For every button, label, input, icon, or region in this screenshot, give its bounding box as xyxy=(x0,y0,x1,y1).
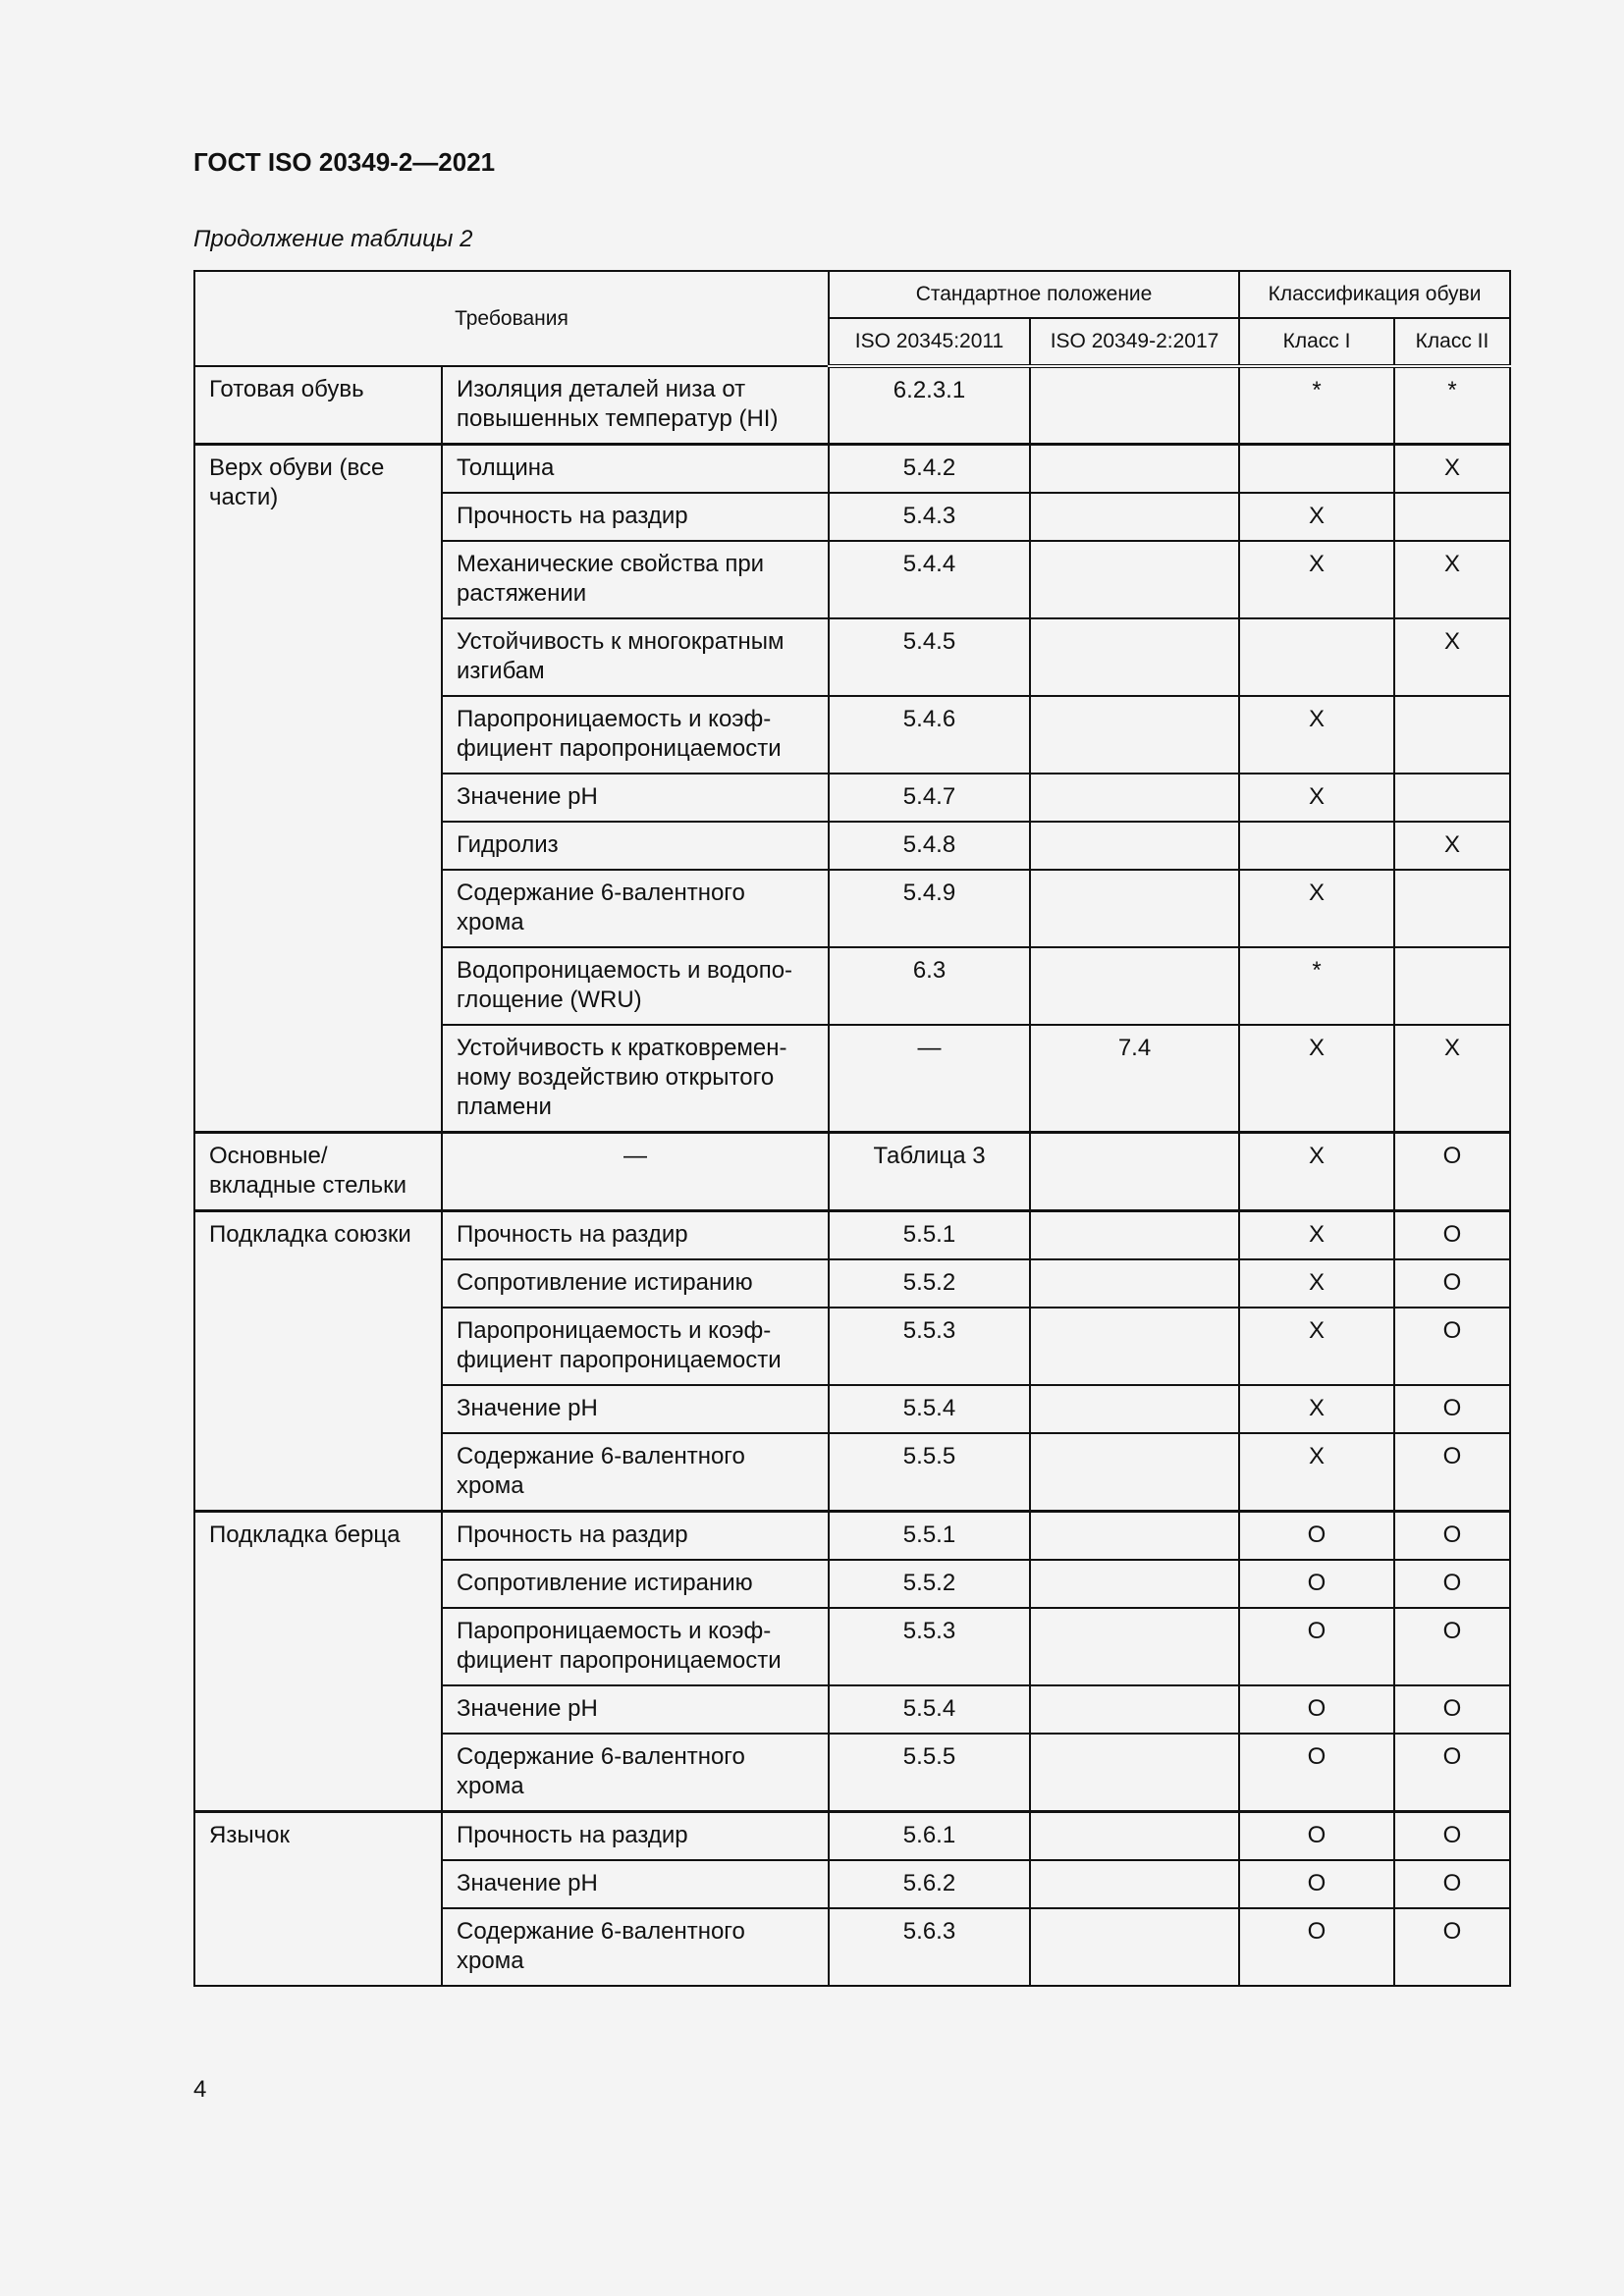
iso-20349-cell xyxy=(1030,445,1239,494)
iso-20349-cell xyxy=(1030,1560,1239,1608)
class-1-cell: X xyxy=(1239,1133,1394,1211)
iso-20345-cell: 5.5.5 xyxy=(829,1734,1030,1812)
iso-20349-cell xyxy=(1030,870,1239,947)
class-1-cell xyxy=(1239,618,1394,696)
requirement-cell: Сопротивление истиранию xyxy=(442,1259,829,1308)
class-2-cell: O xyxy=(1394,1512,1510,1561)
requirement-cell: Устойчивость к кратковремен-ному воздействию открытого пламени xyxy=(442,1025,829,1133)
group-cell: Готовая обувь xyxy=(194,366,442,445)
class-1-cell: X xyxy=(1239,1433,1394,1512)
table-row xyxy=(194,1812,1510,1861)
requirement-cell: Прочность на раздир xyxy=(442,493,829,541)
class-1-cell: X xyxy=(1239,1385,1394,1433)
class-2-cell: O xyxy=(1394,1560,1510,1608)
iso-20345-cell: 5.5.1 xyxy=(829,1512,1030,1561)
class-2-cell: X xyxy=(1394,618,1510,696)
table-row xyxy=(194,1133,1510,1211)
iso-20345-cell: 5.4.3 xyxy=(829,493,1030,541)
header-class-1: Класс I xyxy=(1239,318,1394,366)
class-1-cell: O xyxy=(1239,1734,1394,1812)
header-standard-position: Стандартное положение xyxy=(829,271,1239,318)
class-1-cell: O xyxy=(1239,1560,1394,1608)
header-iso-20345: ISO 20345:2011 xyxy=(829,318,1030,366)
requirement-cell: — xyxy=(442,1133,829,1211)
requirement-cell: Механические свойства при растяжении xyxy=(442,541,829,618)
class-2-cell: O xyxy=(1394,1685,1510,1734)
iso-20349-cell xyxy=(1030,1259,1239,1308)
iso-20349-cell xyxy=(1030,1133,1239,1211)
class-2-cell: * xyxy=(1394,366,1510,445)
class-1-cell: X xyxy=(1239,870,1394,947)
requirement-cell: Сопротивление истиранию xyxy=(442,1560,829,1608)
group-cell: Верх обуви (все части) xyxy=(194,445,442,1133)
table-caption: Продолжение таблицы 2 xyxy=(193,226,473,252)
class-2-cell: O xyxy=(1394,1812,1510,1861)
iso-20349-cell xyxy=(1030,366,1239,445)
class-2-cell: X xyxy=(1394,445,1510,494)
iso-20349-cell xyxy=(1030,1908,1239,1986)
requirement-cell: Значение pH xyxy=(442,774,829,822)
table-row xyxy=(194,366,1510,445)
class-1-cell: O xyxy=(1239,1608,1394,1685)
requirement-cell: Содержание 6-валентного хрома xyxy=(442,1734,829,1812)
iso-20349-cell xyxy=(1030,1385,1239,1433)
iso-20345-cell: 5.4.2 xyxy=(829,445,1030,494)
requirement-cell: Прочность на раздир xyxy=(442,1812,829,1861)
iso-20345-cell: 5.6.2 xyxy=(829,1860,1030,1908)
class-1-cell: * xyxy=(1239,947,1394,1025)
iso-20349-cell xyxy=(1030,1211,1239,1260)
class-2-cell xyxy=(1394,947,1510,1025)
requirement-cell: Гидролиз xyxy=(442,822,829,870)
requirement-cell: Паропроницаемость и коэф-фициент паропроницаемости xyxy=(442,1308,829,1385)
requirement-cell: Содержание 6-валентного хрома xyxy=(442,1433,829,1512)
iso-20345-cell: 5.5.2 xyxy=(829,1259,1030,1308)
iso-20345-cell: 6.3 xyxy=(829,947,1030,1025)
iso-20345-cell: Таблица 3 xyxy=(829,1133,1030,1211)
iso-20345-cell: 5.4.8 xyxy=(829,822,1030,870)
iso-20349-cell xyxy=(1030,822,1239,870)
iso-20349-cell xyxy=(1030,541,1239,618)
class-2-cell: O xyxy=(1394,1385,1510,1433)
iso-20349-cell xyxy=(1030,1860,1239,1908)
class-1-cell: O xyxy=(1239,1812,1394,1861)
class-1-cell xyxy=(1239,822,1394,870)
table-row xyxy=(194,1512,1510,1561)
header-class-2: Класс II xyxy=(1394,318,1510,366)
header-iso-20349: ISO 20349-2:2017 xyxy=(1030,318,1239,366)
class-2-cell: X xyxy=(1394,822,1510,870)
class-1-cell: X xyxy=(1239,696,1394,774)
class-1-cell xyxy=(1239,445,1394,494)
iso-20349-cell xyxy=(1030,1308,1239,1385)
requirement-cell: Изоляция деталей низа от повышенных температур (HI) xyxy=(442,366,829,445)
class-1-cell: X xyxy=(1239,774,1394,822)
class-1-cell: X xyxy=(1239,1211,1394,1260)
class-1-cell: X xyxy=(1239,541,1394,618)
class-2-cell: O xyxy=(1394,1133,1510,1211)
iso-20349-cell xyxy=(1030,1512,1239,1561)
iso-20349-cell xyxy=(1030,1812,1239,1861)
class-1-cell: X xyxy=(1239,1308,1394,1385)
iso-20345-cell: 5.6.1 xyxy=(829,1812,1030,1861)
iso-20345-cell: 5.5.3 xyxy=(829,1608,1030,1685)
iso-20345-cell: 5.4.4 xyxy=(829,541,1030,618)
iso-20349-cell xyxy=(1030,493,1239,541)
header-classification: Классификация обуви xyxy=(1239,271,1510,318)
iso-20345-cell: 5.5.3 xyxy=(829,1308,1030,1385)
requirements-table xyxy=(193,270,1511,1987)
iso-20345-cell: 5.4.7 xyxy=(829,774,1030,822)
iso-20345-cell: 5.5.4 xyxy=(829,1385,1030,1433)
requirement-cell: Значение pH xyxy=(442,1385,829,1433)
iso-20345-cell: 5.5.5 xyxy=(829,1433,1030,1512)
requirement-cell: Содержание 6-валентного хрома xyxy=(442,870,829,947)
iso-20345-cell: 6.2.3.1 xyxy=(829,366,1030,445)
class-1-cell: X xyxy=(1239,493,1394,541)
class-1-cell: * xyxy=(1239,366,1394,445)
iso-20349-cell xyxy=(1030,1433,1239,1512)
class-2-cell: O xyxy=(1394,1308,1510,1385)
class-1-cell: X xyxy=(1239,1025,1394,1133)
requirement-cell: Водопроницаемость и водопо-глощение (WRU) xyxy=(442,947,829,1025)
requirement-cell: Паропроницаемость и коэф-фициент паропроницаемости xyxy=(442,1608,829,1685)
iso-20349-cell xyxy=(1030,774,1239,822)
class-2-cell: O xyxy=(1394,1211,1510,1260)
iso-20349-cell: 7.4 xyxy=(1030,1025,1239,1133)
document-header: ГОСТ ISO 20349-2—2021 xyxy=(193,147,496,177)
class-2-cell: X xyxy=(1394,1025,1510,1133)
requirement-cell: Значение pH xyxy=(442,1685,829,1734)
iso-20345-cell: 5.4.5 xyxy=(829,618,1030,696)
iso-20349-cell xyxy=(1030,696,1239,774)
table-row xyxy=(194,445,1510,494)
class-1-cell: O xyxy=(1239,1908,1394,1986)
table-body xyxy=(194,366,1510,1986)
class-2-cell xyxy=(1394,774,1510,822)
group-cell: Основные/ вкладные стельки xyxy=(194,1133,442,1211)
iso-20349-cell xyxy=(1030,1608,1239,1685)
requirement-cell: Прочность на раздир xyxy=(442,1211,829,1260)
class-2-cell xyxy=(1394,493,1510,541)
requirement-cell: Содержание 6-валентного хрома xyxy=(442,1908,829,1986)
requirement-cell: Значение pH xyxy=(442,1860,829,1908)
class-2-cell: O xyxy=(1394,1433,1510,1512)
iso-20345-cell: 5.4.9 xyxy=(829,870,1030,947)
class-1-cell: O xyxy=(1239,1685,1394,1734)
class-2-cell: O xyxy=(1394,1608,1510,1685)
iso-20349-cell xyxy=(1030,1685,1239,1734)
class-2-cell: X xyxy=(1394,541,1510,618)
iso-20345-cell: 5.5.4 xyxy=(829,1685,1030,1734)
requirement-cell: Устойчивость к многократным изгибам xyxy=(442,618,829,696)
iso-20345-cell: 5.5.1 xyxy=(829,1211,1030,1260)
requirement-cell: Толщина xyxy=(442,445,829,494)
iso-20349-cell xyxy=(1030,947,1239,1025)
class-1-cell: O xyxy=(1239,1512,1394,1561)
class-2-cell xyxy=(1394,870,1510,947)
class-1-cell: O xyxy=(1239,1860,1394,1908)
group-cell: Подкладка союзки xyxy=(194,1211,442,1512)
requirement-cell: Паропроницаемость и коэф-фициент паропроницаемости xyxy=(442,696,829,774)
class-2-cell: O xyxy=(1394,1734,1510,1812)
iso-20349-cell xyxy=(1030,618,1239,696)
iso-20349-cell xyxy=(1030,1734,1239,1812)
header-requirements: Требования xyxy=(194,271,829,366)
page-number: 4 xyxy=(193,2076,207,2103)
group-cell: Подкладка берца xyxy=(194,1512,442,1812)
class-2-cell: O xyxy=(1394,1908,1510,1986)
iso-20345-cell: 5.6.3 xyxy=(829,1908,1030,1986)
class-2-cell: O xyxy=(1394,1860,1510,1908)
group-cell: Язычок xyxy=(194,1812,442,1987)
table-row xyxy=(194,1211,1510,1260)
iso-20345-cell: — xyxy=(829,1025,1030,1133)
iso-20345-cell: 5.4.6 xyxy=(829,696,1030,774)
class-2-cell xyxy=(1394,696,1510,774)
requirement-cell: Прочность на раздир xyxy=(442,1512,829,1561)
class-1-cell: X xyxy=(1239,1259,1394,1308)
class-2-cell: O xyxy=(1394,1259,1510,1308)
iso-20345-cell: 5.5.2 xyxy=(829,1560,1030,1608)
